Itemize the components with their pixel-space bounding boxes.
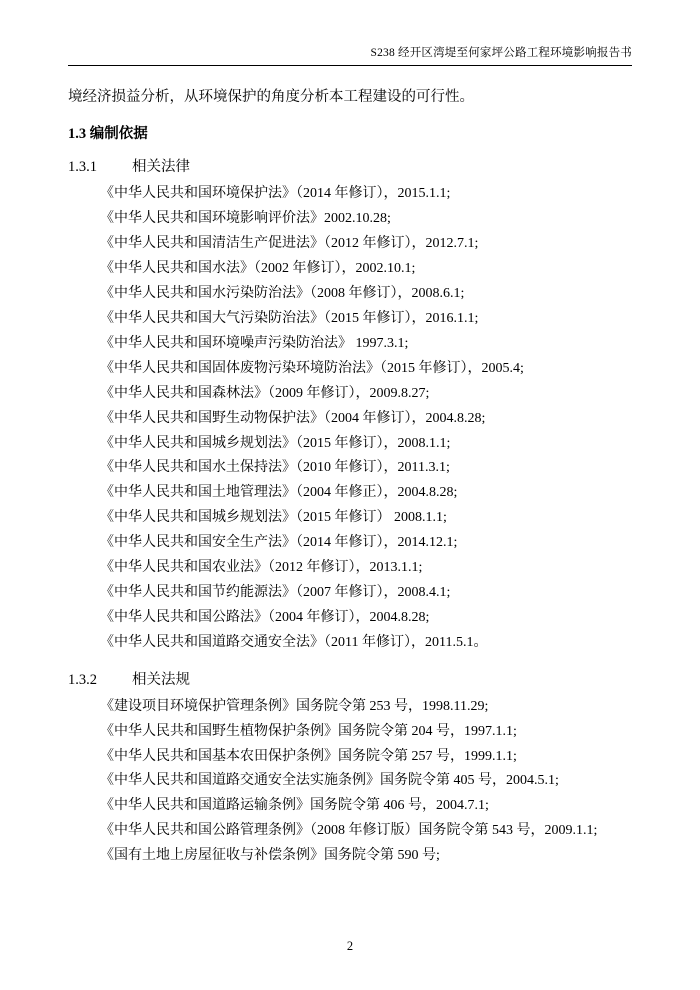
list-item: 《建设项目环境保护管理条例》国务院令第 253 号，1998.11.29; [100, 698, 489, 714]
list-item: 《中华人民共和国道路运输条例》国务院令第 406 号，2004.7.1; [100, 798, 489, 814]
list-item: 《中华人民共和国安全生产法》（2014 年修订），2014.12.1; [100, 535, 458, 551]
list-item: 《中华人民共和国基本农田保护条例》国务院令第 257 号，1999.1.1; [100, 748, 517, 764]
list-item: 《中华人民共和国环境噪声污染防治法》 1997.3.1; [100, 335, 409, 351]
list-item: 《中华人民共和国土地管理法》（2004 年修正），2004.8.28; [100, 485, 458, 501]
list-item: 《国有土地上房屋征收与补偿条例》国务院令第 590 号; [100, 848, 440, 864]
list-item: 《中华人民共和国道路交通安全法》（2011 年修订），2011.5.1。 [100, 634, 488, 650]
page-number: 2 [346, 939, 354, 953]
list-item: 《中华人民共和国固体废物污染环境防治法》（2015 年修订），2005.4; [100, 360, 524, 376]
list-item: 《中华人民共和国大气污染防治法》（2015 年修订），2016.1.1; [100, 311, 479, 326]
list-item: 《中华人民共和国公路管理条例》（2008 年修订版）国务院令第 543 号，2009.1.1; [100, 823, 598, 839]
regulation-list [68, 695, 640, 869]
list-item: 《中华人民共和国道路交通安全法实施条例》国务院令第 405 号，2004.5.1; [100, 773, 559, 789]
list-item: 《中华人民共和国公路法》（2004 年修订），2004.8.28; [100, 609, 430, 625]
subsection-title-2: 相关法规 [132, 671, 190, 688]
page-header [68, 44, 632, 66]
list-item: 《中华人民共和国森林法》（2009 年修订），2009.8.27; [100, 385, 430, 401]
list-item: 《中华人民共和国水法》（2002 年修订），2002.10.1; [100, 261, 416, 277]
section-heading: 1.3 编制依据 [68, 126, 148, 143]
subsection-heading-2 [68, 668, 640, 689]
list-item: 《中华人民共和国野生植物保护条例》国务院令第 204 号，1997.1.1; [100, 723, 517, 739]
page-content [68, 86, 640, 875]
subsection-number-2: 1.3.2 [68, 671, 97, 688]
subsection-number-1: 1.3.1 [68, 159, 97, 176]
list-item: 《中华人民共和国节约能源法》（2007 年修订），2008.4.1; [100, 584, 451, 600]
subsection-heading-1 [68, 155, 640, 176]
list-item: 《中华人民共和国农业法》（2012 年修订），2013.1.1; [100, 560, 423, 576]
list-item: 《中华人民共和国水土保持法》（2010 年修订），2011.3.1; [100, 460, 450, 476]
law-list [68, 182, 640, 655]
list-item: 《中华人民共和国环境保护法》（2014 年修订），2015.1.1; [100, 186, 451, 202]
list-item: 《中华人民共和国环境影响评价法》2002.10.28; [100, 211, 391, 227]
list-item: 《中华人民共和国野生动物保护法》（2004 年修订），2004.8.28; [100, 410, 486, 426]
list-item: 《中华人民共和国水污染防治法》（2008 年修订），2008.6.1; [100, 286, 465, 302]
intro-paragraph: 境经济损益分析，从环境保护的角度分析本工程建设的可行性。 [68, 89, 474, 105]
list-item: 《中华人民共和国清洁生产促进法》（2012 年修订），2012.7.1; [100, 236, 479, 252]
running-title: S238 经开区湾堤至何家坪公路工程环境影响报告书 [370, 47, 632, 59]
list-item: 《中华人民共和国城乡规划法》（2015 年修订），2008.1.1; [100, 435, 451, 451]
list-item: 《中华人民共和国城乡规划法》（2015 年修订） 2008.1.1; [100, 510, 447, 526]
subsection-title-1: 相关法律 [132, 159, 190, 176]
